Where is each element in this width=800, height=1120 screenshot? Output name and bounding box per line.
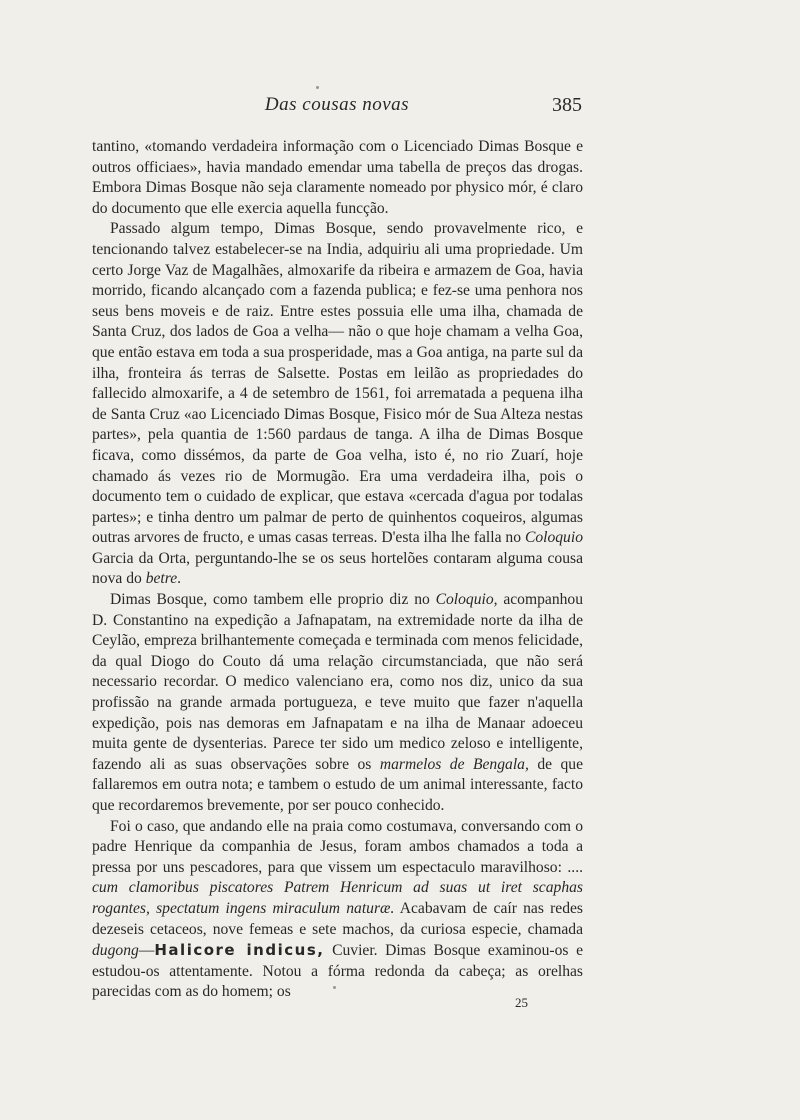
running-title: Das cousas novas: [264, 94, 410, 115]
page-number: 385: [552, 94, 582, 116]
text-run: Passado algum tempo, Dimas Bosque, sendo provavelmente rico, e tencionando talvez estabelecer-se na India, adquiriu ali uma propriedade. Um certo Jorge Vaz de Magalhães, almoxarife da ribeira e armazem de Goa, havia morrido, ficando alcançado com a fazenda publica; e fez-se uma penhora nos seus bens moveis e de raiz. Entre estes possuia elle uma ilha, chamada de Santa Cruz, dos lados de Goa a velha— não o que hoje chamam a velha Goa, que então estava em toda a sua prosperidade, mas a Goa antiga, na parte sul da ilha, fronteira ás terras de Salsette. Postas em leilão as propriedades do fallecido almoxarife, a 4 de setembro de 1561, foi arrematada a pequena ilha de Santa Cruz «ao Licenciado Dimas Bosque, Fisico mór de Sua Alteza nestas partes», pela quantia de 1:560 pardaus de tanga. A ilha de Dimas Bosque ficava, como dissémos, da parte de Goa velha, isto é, no rio Zuarí, hoje chamado ás vezes rio de Mormugão. Era uma verdadeira ilha, pois o documento tem o cuidado de explicar, que estava «cercada d'agua por todalas partes»; e tinha dentro um palmar de perto de quinhentos coqueiros, algumas outras arvores de fructo, e umas casas terreas. D'esta ilha lhe falla no: [92, 220, 583, 547]
paper-speck: [316, 86, 319, 89]
paragraph: [92, 590, 583, 817]
italic-run: Coloquio: [524, 529, 583, 547]
paragraph: [92, 817, 583, 1003]
signature-mark: 25: [515, 995, 528, 1010]
text-run: —: [138, 942, 155, 960]
text-run: Cuvier. Dimas Bosque examinou-os e estudou-os attentamente. Notou a fórma redonda da cabeça; as orelhas parecidas com as do homem; os: [92, 942, 583, 1001]
text-run: Acabavam de caír nas redes dezeseis cetaceos, nove femeas e sete machos, da curiosa especie, chamada: [92, 899, 584, 938]
italic-run: Coloquio,: [435, 591, 498, 609]
text-run: .: [177, 570, 182, 588]
paragraph: [92, 219, 583, 590]
species-name: Halicore indicus,: [154, 941, 325, 960]
paper-speck: [333, 986, 336, 989]
text-run: tantino, «tomando verdadeira informação com o Licenciado Dimas Bosque e outros officiaes», havia mandado emendar uma tabella de preços das drogas. Embora Dimas Bosque não seja claramente nomeado por physico mór, é claro do documento que elle exercia aquella funcção.: [92, 138, 583, 217]
text-run: Foi o caso, que andando elle na praia como costumava, conversando com o padre Henrique da companhia de Jesus, foram ambos chamados a toda a pressa por uns pescadores, para que vissem um espectaculo maravilhoso: ....: [92, 817, 583, 876]
text-run: Garcia da Orta, perguntando-lhe se os seus hortelões contaram alguma cousa nova do: [92, 549, 583, 588]
paragraph: [92, 137, 583, 219]
text-run: acompanhou D. Constantino na expedição a Jafnapatam, na extremidade norte da ilha de Ceylão, empreza brilhantemente começada e terminada com menos felicidade, da qual Diogo do Couto dá uma relação circumstanciada, que não será necessario recordar. O medico valenciano era, como nos diz, unico da sua profissão na grande armada portugueza, e teve muito que fazer n'aquella expedição, pois nas demoras em Jafnapatam e na ilha de Manaar adoeceu muita gente de dysenterias. Parece ter sido um medico zeloso e intelligente, fazendo ali as suas observações sobre os: [92, 591, 584, 773]
italic-run: dugong: [92, 942, 139, 960]
text-run: de que fallaremos em outra nota; e tambem o estudo de um animal interessante, facto que recordaremos brevemente, por ser pouco conhecido.: [92, 755, 584, 814]
text-run: Dimas Bosque, como tambem elle proprio diz no: [110, 591, 436, 609]
italic-run: betre: [145, 570, 178, 588]
body-text: [92, 137, 583, 1003]
italic-run: cum clamoribus piscatores Patrem Henricum ad suas ut iret scaphas rogantes, spectatum ingens miraculum naturæ.: [92, 879, 583, 917]
italic-run: marmelos de Bengala,: [379, 755, 529, 773]
running-head: [92, 94, 582, 124]
